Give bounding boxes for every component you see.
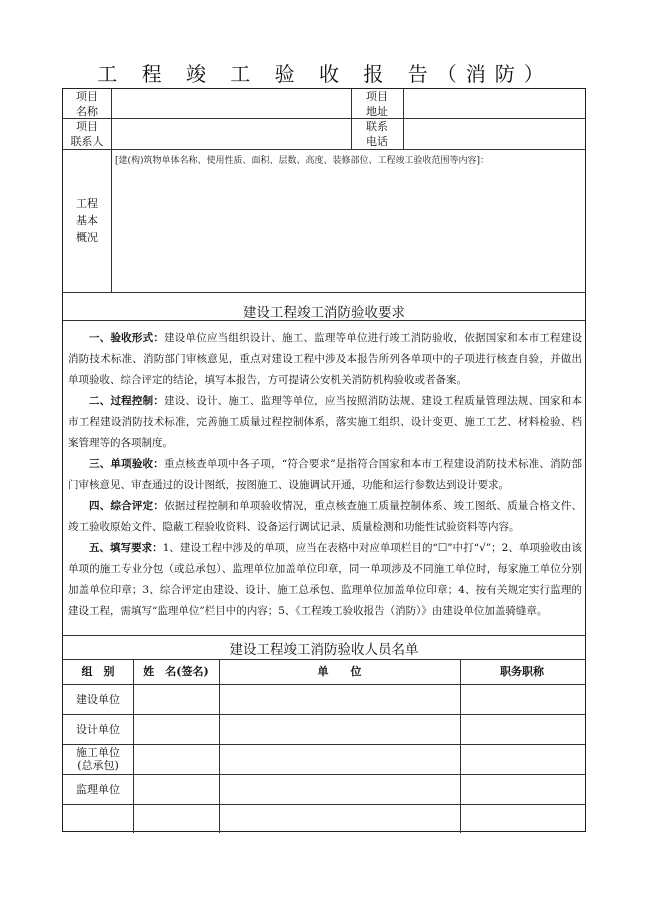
unit-field[interactable] [220,685,459,713]
requirement-item: 一、验收形式：建设单位应当组织设计、施工、监理等单位进行竣工消防验收，依据国家和本市工程建设消防技术标准、消防部门审核意见，重点对建设工程中涉及本报告所列各单项中的子项进行核查自验，并做出单项验收、综合评定的结论，填写本报告，方可提请公安机关消防机构验收或者备案。 [68,332,583,386]
row-label-design: 设计单位 [76,722,120,736]
overview-hint: [建(构)筑物单体名称、使用性质、面积、层数、高度、装修部位、工程竣工验收范围等内容]： [115,156,490,166]
page-title: 工 程 竣 工 验 收 报 告（消防） [97,62,553,86]
requirements-title: 建设工程竣工消防验收要求 [243,305,405,321]
project-name-field[interactable] [112,90,350,117]
col-header-name: 姓 名(签名) [143,665,209,678]
overview-field[interactable] [112,167,582,289]
row-label-supervision: 监理单位 [76,782,120,796]
row-label-contractor: 施工单位 (总承包) [76,746,120,772]
requirement-item: 三、单项验收：重点核查单项中各子项，“符合要求”是指符合国家和本市工程建设消防技术标准、消防部门审核意见、审查通过的设计图纸，按图施工、设施调试开通，功能和运行参数达到设计要求。 [68,458,583,491]
project-name-label: 项目 名称 [76,89,98,118]
row-label-construction: 建设单位 [76,692,120,706]
col-header-group: 组 别 [81,665,115,678]
row-label-extra [63,804,133,833]
project-address-label: 项目 地址 [366,89,388,118]
requirements-body [68,328,582,622]
requirement-item: 四、综合评定：依据过程控制和单项验收情况，重点核查施工质量控制体系、竣工图纸、质量合格文件、竣工验收原始文件、隐蔽工程验收资料、设备运行调试记录、质量检测和功能性试验资料等内容。 [68,500,583,533]
requirement-item: 五、填写要求：1、建设工程中涉及的单项，应当在表格中对应单项栏目的“☐”中打“√”；2、单项验收由该单项的施工专业分包（或总承包）、监理单位加盖单位印章，同一单项涉及不同施工单位时，每家施工单位分别加盖单位印章；3、综合评定由建设、设计、施工总承包、监理单位加盖单位印章；4、按有关规定实行监理的建设工程，需填写“监理单位”栏目中的内容；5、《工程竣工验收报告（消防）》由建设单位加盖骑缝章。 [68,542,583,617]
requirement-item: 二、过程控制：建设、设计、施工、监理等单位，应当按照消防法规、建设工程质量管理法规、国家和本市工程建设消防技术标准，完善施工质量过程控制体系，落实施工组织、设计变更、施工工艺、材料检验、档案管理等的各项制度。 [68,395,583,449]
col-header-title: 职务职称 [500,665,544,678]
report-form [62,88,586,832]
personnel-title: 建设工程竣工消防验收人员名单 [229,642,419,658]
project-address-field[interactable] [404,90,584,117]
contact-phone-label: 联系 电话 [366,120,388,148]
contact-phone-field[interactable] [404,120,584,148]
project-contact-label: 项目 联系人 [70,120,104,148]
col-header-unit: 单 位 [317,665,362,678]
project-contact-field[interactable] [112,120,350,148]
title-field[interactable] [461,685,583,713]
name-field[interactable] [134,685,218,713]
overview-label: 工程 基本 概况 [76,197,98,244]
